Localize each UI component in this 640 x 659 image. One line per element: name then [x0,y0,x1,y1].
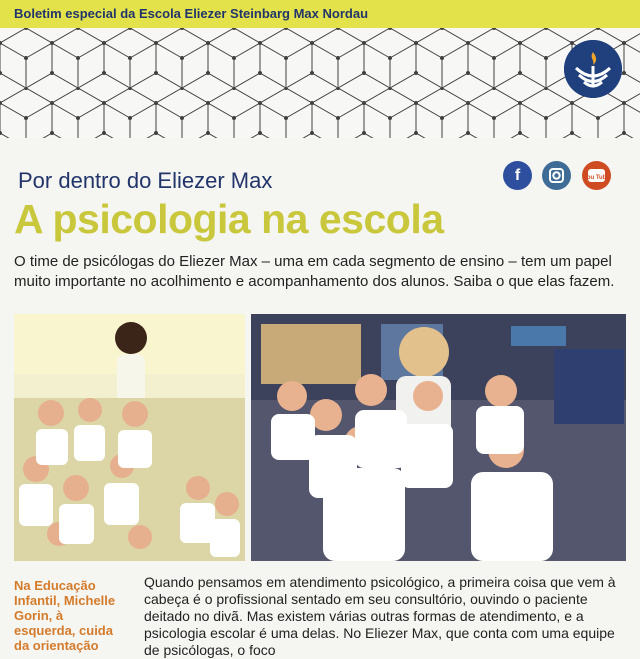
school-logo[interactable] [564,40,622,98]
page-title: A psicologia na escola [14,196,444,242]
youtube-button[interactable] [582,161,611,190]
facebook-icon: f [514,167,521,184]
banner-text: Boletim especial da Escola Eliezer Steinbarg Max Nordau [14,6,369,21]
photo-caption: Na Educação Infantil, Michelle Gorin, à esquerda, cuida da orientação [14,578,116,653]
photo-elementary-group [251,314,626,561]
section-title: Por dentro do Eliezer Max [18,168,273,193]
instagram-button[interactable] [542,161,571,190]
hexagon-pattern [0,28,640,138]
youtube-label: You Tube [583,175,610,181]
top-banner [0,0,640,28]
article-body: Quando pensamos em atendimento psicológico, a primeira coisa que vem à cabeça é o profissional sentado em seu consultório, ouvindo o paciente deitado no divã. Mas existem várias outras formas de atendimento, e a psicologia escolar é uma delas. No Eliezer Max, que conta com uma equipe de psicólogas, o foco [144,574,616,658]
instagram-icon [542,161,571,190]
youtube-icon [582,161,611,190]
article-intro: O time de psicólogas do Eliezer Max – uma em cada segmento de ensino – tem um papel muito importante no acolhimento e acompanhamento dos alunos. Saiba o que elas fazem. [14,253,615,290]
photo-preschool-group [14,314,245,561]
facebook-button[interactable] [503,161,532,190]
